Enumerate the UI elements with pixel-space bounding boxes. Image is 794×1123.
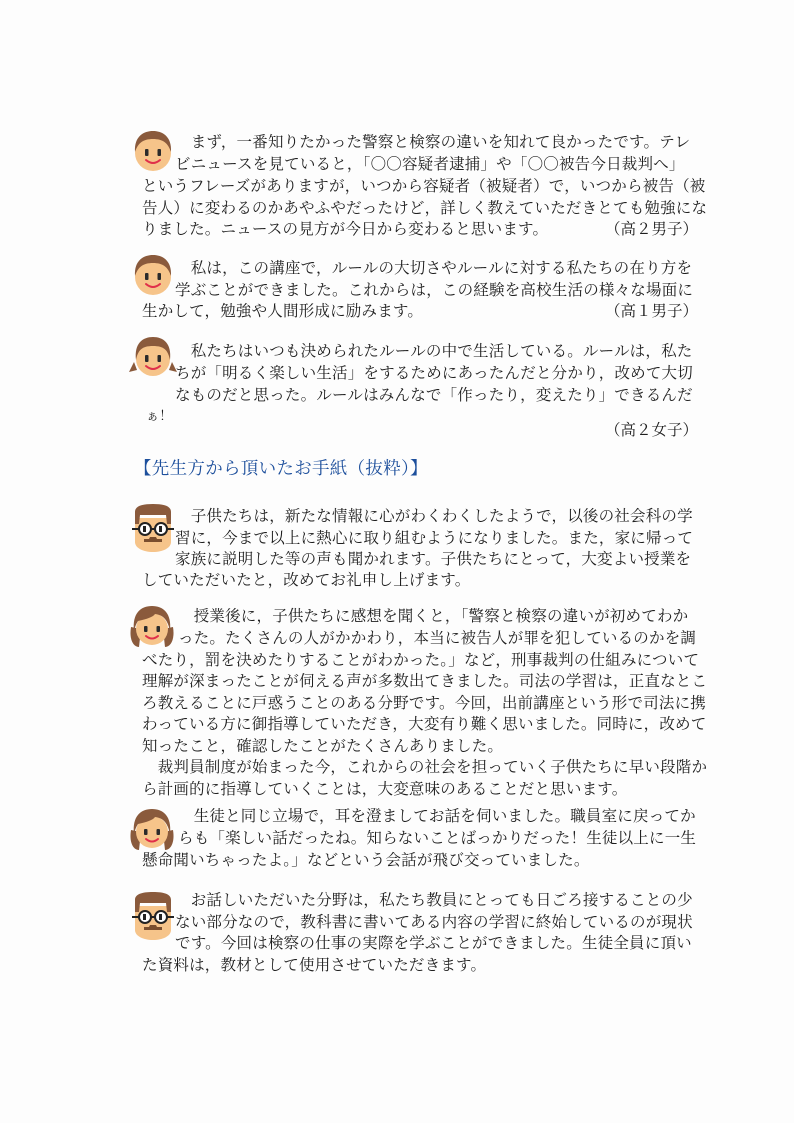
male-teacher-glasses-face-icon: [128, 890, 178, 940]
letter-line: 家族に説明した等の声も聞かれます。子供たちにとって，大変よい授業を: [175, 550, 692, 568]
comment-line: 生かして，勉強や人間形成に励みます。: [142, 302, 424, 320]
female-teacher-face-icon: [127, 603, 177, 651]
boy-face-icon: [130, 252, 176, 298]
comment-line: りました。ニュースの見方が今日から変わると思います。: [142, 220, 549, 238]
letter-line: った。たくさんの人がかかわり，本当に被告人が罪を犯しているのかを調: [178, 629, 697, 647]
student-attribution: （高２男子）: [604, 220, 698, 238]
comment-line: というフレーズがありますが，いつから容疑者（被疑者）で，いつから被告（被: [142, 177, 706, 195]
female-teacher-face-icon: [127, 806, 177, 854]
letter-line: た資料は，教材として使用させていただきます。: [142, 956, 487, 974]
section-heading-teacher-letters: 【先生方から頂いたお手紙（抜粋）】: [134, 459, 428, 479]
student-attribution: （高２女子）: [604, 421, 698, 439]
letter-line: お話しいただいた分野は，私たち教員にとっても日ごろ接することの少: [175, 891, 693, 909]
letter-line: 生徒と同じ立場で，耳を澄ましてお話を伺いました。職員室に戻ってか: [178, 807, 696, 825]
comment-line: ちが「明るく楽しい生活」をするためにあったんだと分かり，改めて大切: [175, 364, 693, 382]
letter-line: 裁判員制度が始まった今，これからの社会を担っていく子供たちに早い段階か: [142, 758, 708, 776]
letter-line: していただいたと，改めてお礼申し上げます。: [142, 571, 471, 589]
comment-line: 学ぶことができました。これからは，この経験を高校生活の様々な場面に: [175, 281, 694, 299]
comment-line: まず，一番知りたかった警察と検察の違いを知れて良かったです。テレ: [175, 133, 691, 151]
letter-line: ら計画的に指導していくことは，大変意味のあることだと思います。: [142, 780, 628, 798]
comment-line: なものだと思った。ルールはみんなで「作ったり，変えたり」できるんだ: [175, 386, 693, 404]
letter-line: です。今回は検察の仕事の実際を学ぶことができました。生徒全員に頂い: [175, 934, 692, 952]
comment-line: ビニュースを見ていると，「〇〇容疑者逮捕」や「〇〇被告今日裁判へ」: [175, 155, 685, 173]
letter-line: ない部分なので，教科書に書いてある内容の学習に終始しているのが現状: [175, 913, 693, 931]
letter-line: 授業後に，子供たちに感想を聞くと，「警察と検察の違いが初めてわか: [178, 607, 689, 625]
male-teacher-glasses-face-icon: [128, 502, 178, 552]
girl-pigtails-face-icon: [128, 334, 178, 380]
letter-line: 理解が深まったことが伺える声が多数出てきました。司法の学習は，正直なとこ: [142, 672, 708, 690]
comment-line: 告人）に変わるのかあやふやだったけど，詳しく教えていただきとても勉強にな: [142, 199, 708, 217]
letter-line: 子供たちは，新たな情報に心がわくわくしたようで，以後の社会科の学: [175, 507, 693, 525]
comment-line: 私たちはいつも決められたルールの中で生活している。ルールは，私た: [175, 342, 693, 360]
letter-line: べたり，罰を決めたりすることがわかった。」など，刑事裁判の仕組みについて: [142, 651, 700, 669]
student-attribution: （高１男子）: [604, 302, 698, 320]
letter-line: 習に，今まで以上に熱心に取り組むようになりました。また，家に帰って: [175, 529, 694, 547]
letter-line: らも「楽しい話だったね。知らないことばっかりだった！生徒以上に一生: [178, 829, 697, 847]
comment-line: ぁ！: [146, 409, 173, 424]
letter-line: 知ったこと，確認したことがたくさんありました。: [142, 737, 504, 755]
comment-line: 私は，この講座で，ルールの大切さやルールに対する私たちの在り方を: [175, 259, 693, 277]
letter-line: ろ教えることに戸惑うことのある分野です。今回，出前講座という形で司法に携: [142, 694, 706, 712]
letter-line: 懸命聞いちゃったよ。」などという会話が飛び交っていました。: [142, 851, 590, 869]
letter-line: わっている方に御指導していただき，大変有り難く思いました。同時に，改めて: [142, 715, 707, 733]
boy-face-icon: [130, 128, 176, 174]
